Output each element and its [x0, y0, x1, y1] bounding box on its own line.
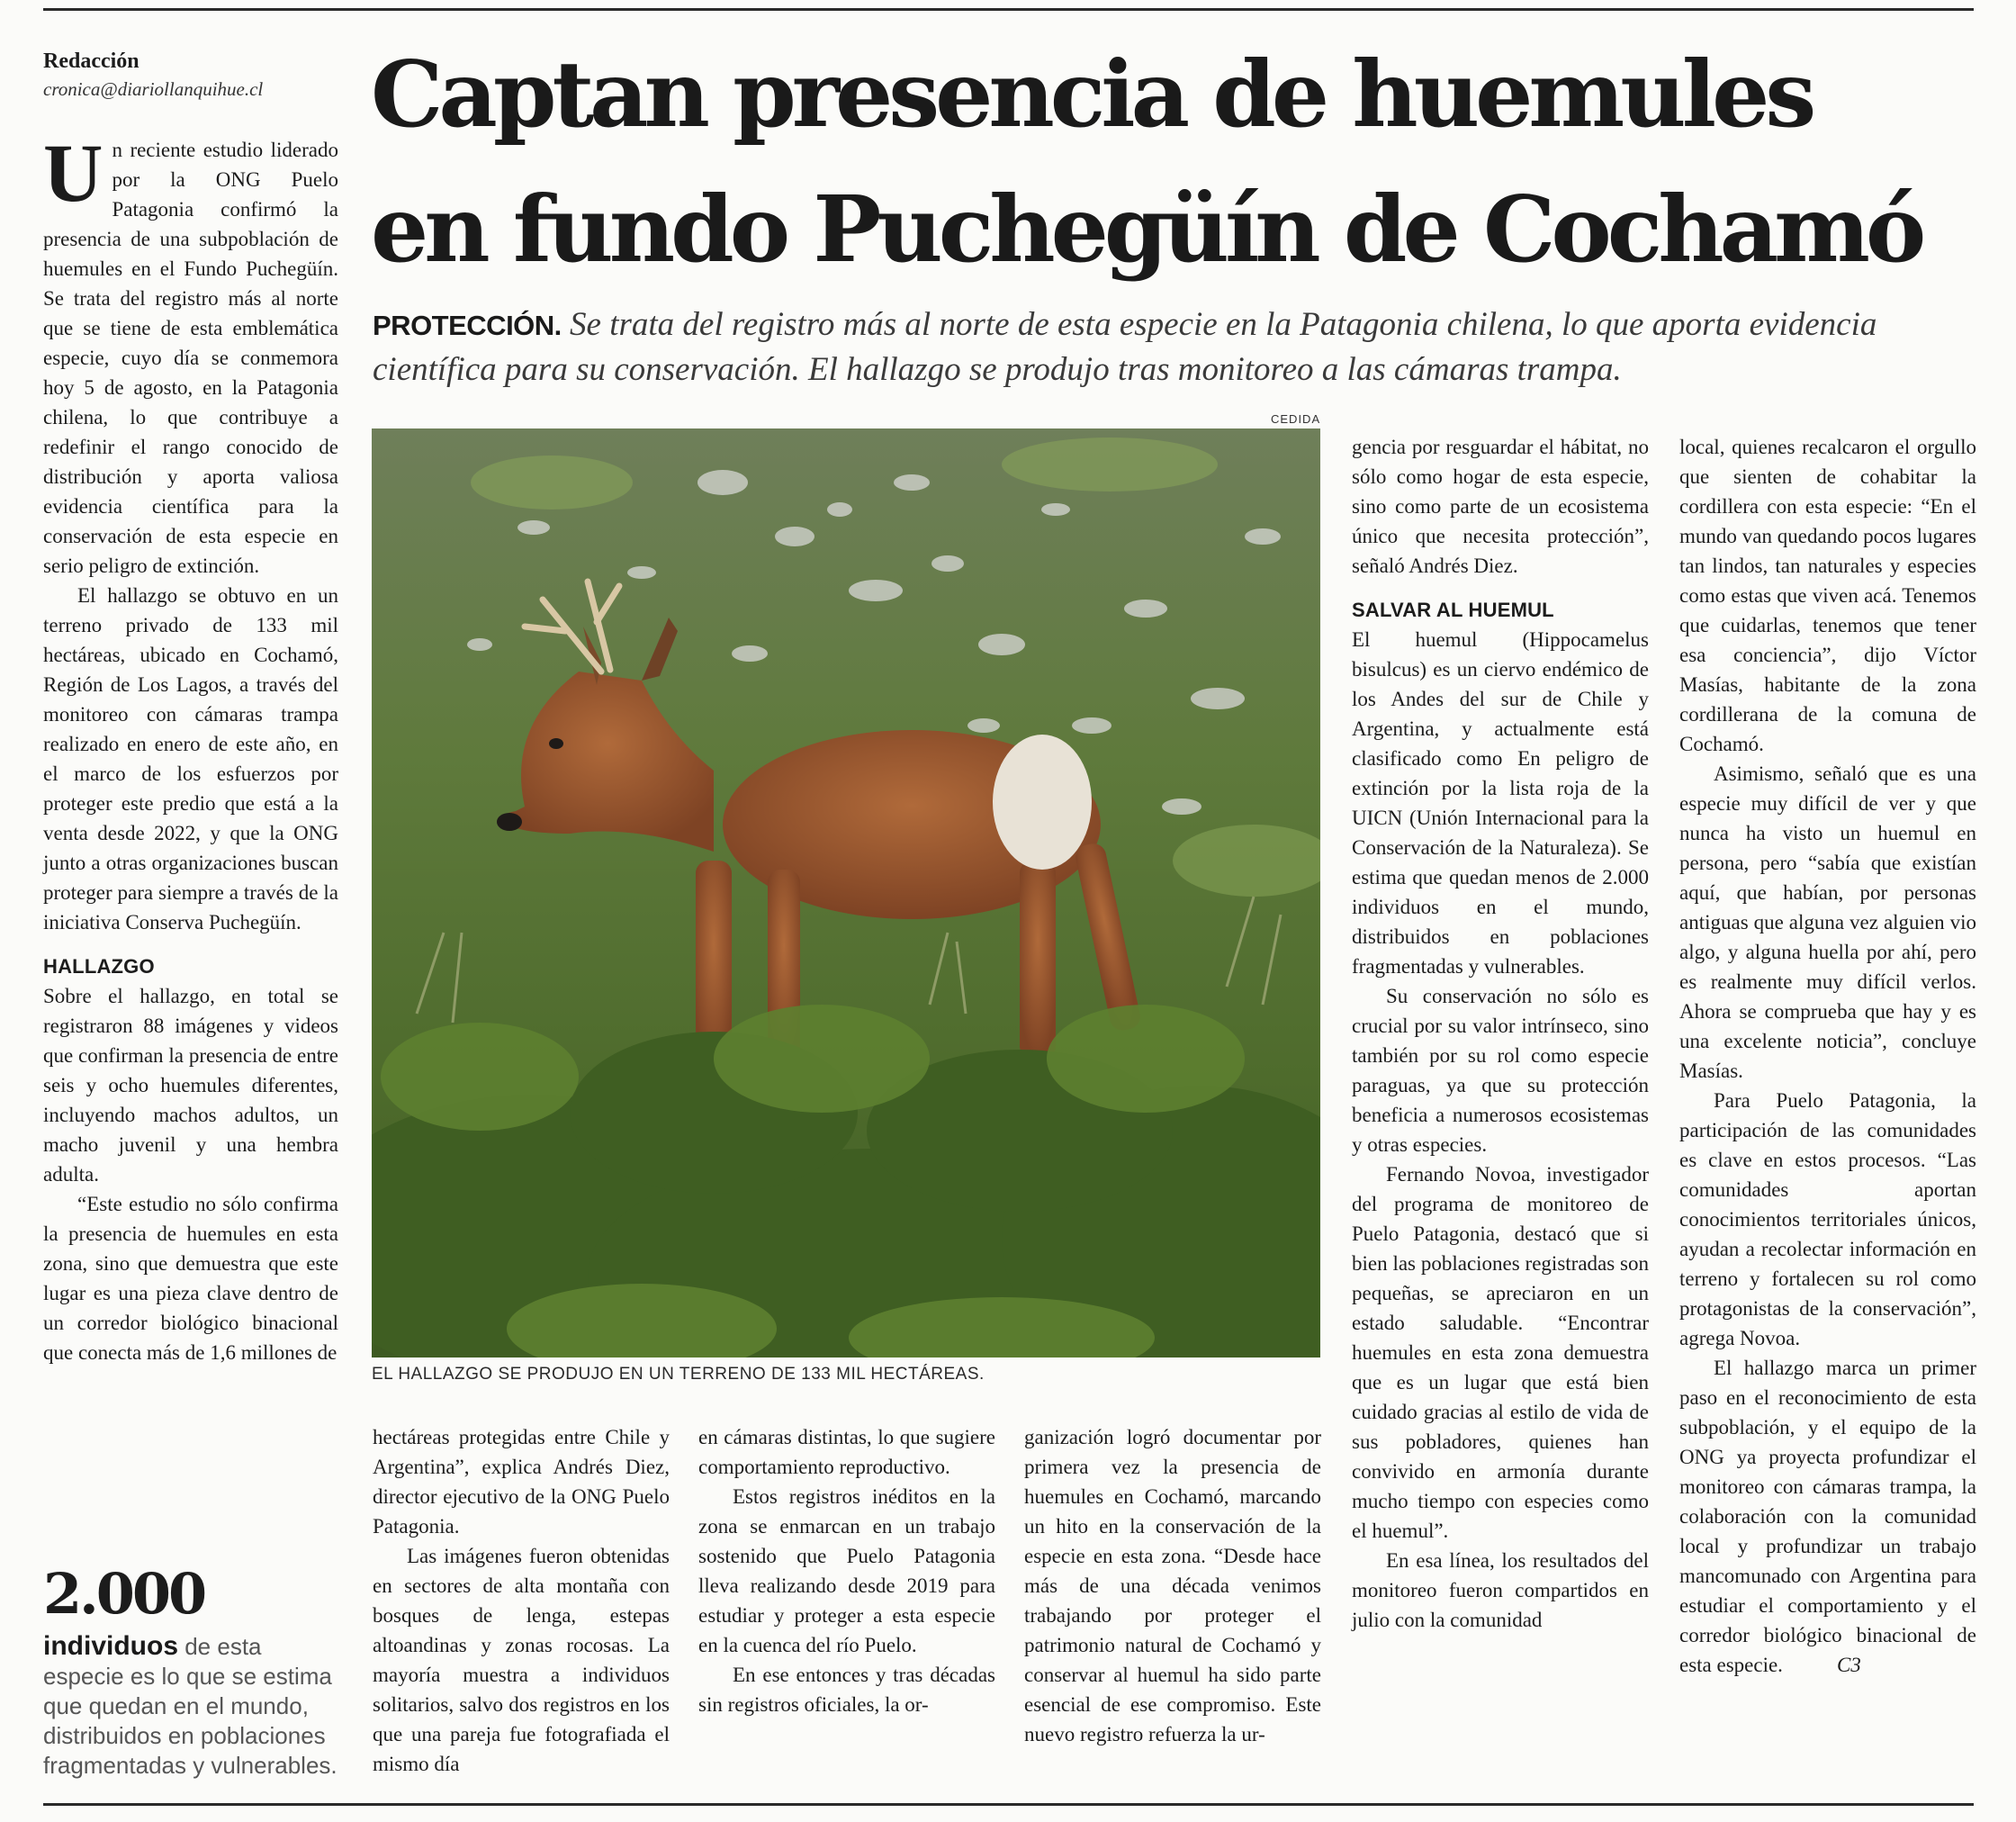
paragraph: ganización logró documentar por primera vez la presencia de huemules en Cochamó, marcando un hito en la conservación de la especie en esta zona. “Desde hace más de una década venimos trabajando por proteger el patrimonio natural de Cochamó y conservar al huemul ha sido parte esencial de ese compromiso. Este nuevo registro refuerza la ur-: [1024, 1426, 1321, 1745]
headline-line-1: Captan presencia de huemules: [371, 41, 1813, 148]
column-5: [1352, 432, 1649, 1635]
paragraph: En ese entonces y tras décadas sin registros oficiales, la or-: [698, 1664, 995, 1716]
byline-email[interactable]: cronica@diariollanquihue.cl: [43, 78, 264, 100]
end-mark: C3: [1836, 1654, 1861, 1676]
paragraph: hectáreas protegidas entre Chile y Argentina”, explica Andrés Diez, director ejecutivo de la ONG Puelo Patagonia.: [373, 1426, 670, 1538]
paragraph: gencia por resguardar el hábitat, no sólo como hogar de esta especie, sino como parte de un ecosistema único que necesita protección”, señaló Andrés Diez.: [1352, 436, 1649, 577]
headline: [371, 27, 1982, 297]
paragraph: Estos registros inéditos en la zona se enmarcan en un trabajo sostenido que Puelo Patagonia lleva realizando desde 2019 para estudiar y proteger a esta especie en la cuenca del río Puelo.: [698, 1485, 995, 1656]
lead-paragraph: Un reciente estudio liderado por la ONG Puelo Patagonia confirmó la presencia de una subpoblación de huemules en el Fundo Puchegüín. Se trata del registro más al norte que se tiene de esta emblemática especie, cuyo día se conmemora hoy 5 de agosto, en la Patagonia chilena, lo que contribuye a redefinir el rango conocido de distribución y aporta valiosa evidencia científica para la conservación de esta especie en serio peligro de extinción.: [43, 127, 338, 577]
paragraph: local, quienes recalcaron el orgullo que sienten de cohabitar la cordillera con esta especie: “En el mundo van quedando pocos lugares tan lindos, tan naturales y especies como estas que viven acá. Tenemos que cuidarlas, tenemos que tener esa conciencia”, dijo Víctor Masías, habitante de la zona cordillerana de la comuna de Cochamó.: [1679, 436, 1976, 755]
subhead-hallazgo: HALLAZGO: [43, 955, 155, 978]
paragraph: en cámaras distintas, lo que sugiere comportamiento reproductivo.: [698, 1426, 995, 1478]
bottom-rule: [43, 1803, 1974, 1806]
column-1: [43, 127, 338, 1367]
deck-kicker: PROTECCIÓN.: [373, 310, 562, 341]
column-4: [1024, 1422, 1321, 1749]
stat-number: 2.000: [43, 1561, 205, 1627]
byline: [43, 47, 340, 103]
headline-line-2: en fundo Puchegüín de Cochamó: [371, 176, 1922, 283]
photo-credit: CEDIDA: [1271, 412, 1321, 426]
column-2: [373, 1422, 670, 1779]
byline-author: Redacción: [43, 50, 140, 73]
paragraph: En esa línea, los resultados del monitoreo fueron compartidos en julio con la comunidad: [1352, 1549, 1649, 1631]
deck: [373, 302, 1984, 392]
stat-box: [43, 1561, 340, 1781]
subhead-salvar-al-huemul: SALVAR AL HUEMUL: [1352, 599, 1554, 621]
dropcap: U: [43, 127, 104, 219]
column-3: [698, 1422, 995, 1719]
paragraph: Asimismo, señaló que es una especie muy difícil de ver y que nunca ha visto un huemul en persona, pero “sabía que existían aquí, que habían, por personas antiguas que alguna vez alguien vio algo, y alguna huella por ahí, pero es realmente muy difícil verlos. Ahora se comprueba que hay y es una excelente noticia”, concluye Masías.: [1679, 762, 1976, 1082]
paragraph: Fernando Novoa, investigador del programa de monitoreo de Puelo Patagonia, destacó que si bien las poblaciones registradas son pequeñas, se apreciaron en un estado saludable. “Encontrar huemules en esta zona demuestra que es un lugar que está bien cuidado gracias al estilo de vida de sus pobladores, quienes han convivido en armonía durante mucho tiempo con especies como el huemul”.: [1352, 1163, 1649, 1542]
paragraph: “Este estudio no sólo confirma la presencia de huemules en esta zona, sino que demuestra que este lugar es una pieza clave dentro de un corredor biológico binacional que conecta más de 1,6 millones de: [43, 1193, 338, 1364]
paragraph: Para Puelo Patagonia, la participación de las comunidades es clave en estos procesos. “Las comunidades aportan conocimientos territoriales únicos, ayudan a recolectar información en terreno y fortalecen su rol como protagonistas de la conservación”, agrega Novoa.: [1679, 1089, 1976, 1349]
paragraph: El huemul (Hippocamelus bisulcus) es un ciervo endémico de los Andes del sur de Chile y Argentina, y actualmente está clasificado como En peligro de extinción por la lista roja de la UICN (Unión Internacional para la Conservación de la Naturaleza). Se estima que quedan menos de 2.000 individuos en el mundo, distribuidos en poblaciones fragmentadas y vulnerables.: [1352, 628, 1649, 978]
paragraph: Sobre el hallazgo, en total se registraron 88 imágenes y videos que confirman la presencia de entre seis y ocho huemules diferentes, incluyendo machos adultos, un macho juvenil y una hembra adulta.: [43, 985, 338, 1186]
photo-caption: EL HALLAZGO SE PRODUJO EN UN TERRENO DE 133 MIL HECTÁREAS.: [372, 1365, 985, 1384]
deck-text: Se trata del registro más al norte de esta especie en la Patagonia chilena, lo que aporta evidencia científica para su conservación. El hallazgo se produjo tras monitoreo a las cámaras trampa.: [373, 306, 1877, 388]
paragraph: Su conservación no sólo es crucial por su valor intrínseco, sino también por su rol como especie paraguas, ya que su protección beneficia a numerosos ecosistemas y otras especies.: [1352, 985, 1649, 1156]
paragraph: Las imágenes fueron obtenidas en sectores de alta montaña con bosques de lenga, estepas altoandinas y zonas rocosas. La mayoría muestra a individuos solitarios, salvo dos registros en los que una pareja fue fotografiada el mismo día: [373, 1545, 670, 1775]
paragraph: El hallazgo se obtuvo en un terreno privado de 133 mil hectáreas, ubicado en Cochamó, Región de Los Lagos, a través del monitoreo con cámaras trampa realizado en enero de este año, en el marco de los esfuerzos por proteger este predio que está a la venta desde 2022, y que la ONG junto a otras organizaciones buscan proteger para siempre a través de la iniciativa Conserva Puchegüín.: [43, 584, 338, 934]
huemul-photo: [372, 428, 1320, 1357]
stat-text: individuos de esta especie es lo que se estima que quedan en el mundo, distribuidos en poblaciones fragmentadas y vulnerables.: [43, 1631, 338, 1779]
top-rule: [43, 8, 1974, 11]
column-6: [1679, 432, 1976, 1680]
stat-bold: individuos: [43, 1631, 178, 1661]
paragraph: El hallazgo marca un primer paso en el reconocimiento de esta subpoblación, y el equipo de la ONG ya proyecta profundizar el monitoreo con cámaras trampa, la colaboración con la comunidad local y profundizar un trabajo mancomunado con Argentina para estudiar el comportamiento y el corredor biológico binacional de esta especie. C3: [1679, 1357, 1976, 1676]
